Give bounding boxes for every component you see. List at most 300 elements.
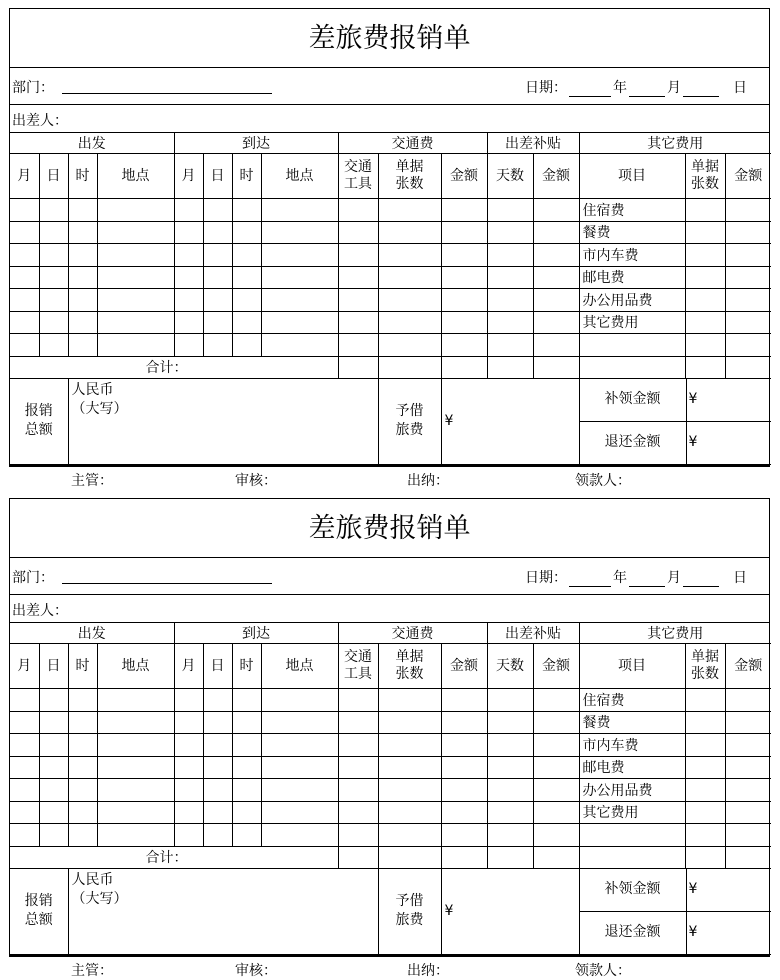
data-cell[interactable]: [441, 311, 487, 334]
data-cell[interactable]: [261, 289, 338, 312]
data-cell[interactable]: [203, 311, 232, 334]
data-cell[interactable]: [378, 779, 441, 802]
data-row: [10, 311, 771, 334]
data-cell[interactable]: [338, 779, 378, 802]
data-cell[interactable]: [533, 311, 579, 334]
data-cell[interactable]: [39, 689, 68, 712]
currency-symbol: ¥: [688, 391, 698, 407]
data-cell[interactable]: [97, 289, 174, 312]
data-cell[interactable]: [685, 199, 725, 222]
data-cell[interactable]: [338, 824, 378, 847]
total-cell[interactable]: [338, 356, 378, 378]
data-cell[interactable]: [441, 801, 487, 824]
data-cell[interactable]: [232, 266, 261, 289]
data-cell[interactable]: [533, 824, 579, 847]
traveler-label: 出差人：: [12, 603, 68, 619]
group-transport: 交通费: [338, 623, 487, 644]
day-field[interactable]: [683, 571, 719, 587]
data-cell[interactable]: [174, 756, 203, 779]
data-cell[interactable]: [725, 689, 771, 712]
data-cell[interactable]: [203, 289, 232, 312]
data-cell[interactable]: [232, 311, 261, 334]
data-cell[interactable]: [338, 311, 378, 334]
data-cell[interactable]: [39, 779, 68, 802]
data-cell[interactable]: [232, 289, 261, 312]
data-cell[interactable]: [232, 221, 261, 244]
data-cell[interactable]: [203, 244, 232, 267]
total-cell[interactable]: [725, 846, 771, 868]
group-arrive: 到达: [174, 133, 338, 154]
col-other-amount: 金额: [725, 644, 771, 689]
other-item-6: 其它费用: [579, 311, 685, 334]
data-cell[interactable]: [685, 334, 725, 357]
data-cell[interactable]: [533, 199, 579, 222]
data-cell[interactable]: [232, 734, 261, 757]
data-cell[interactable]: [261, 801, 338, 824]
data-cell[interactable]: [97, 221, 174, 244]
data-cell[interactable]: [261, 221, 338, 244]
data-cell[interactable]: [203, 689, 232, 712]
data-cell[interactable]: [68, 824, 97, 847]
total-cell[interactable]: [441, 356, 487, 378]
total-label: 合计：: [10, 846, 338, 868]
data-cell[interactable]: [232, 756, 261, 779]
data-cell[interactable]: [441, 756, 487, 779]
data-cell[interactable]: [261, 334, 338, 357]
data-cell[interactable]: [338, 756, 378, 779]
data-cell[interactable]: [232, 334, 261, 357]
data-cell[interactable]: [10, 801, 39, 824]
data-cell[interactable]: [579, 334, 685, 357]
data-cell[interactable]: [533, 221, 579, 244]
data-cell[interactable]: [174, 266, 203, 289]
dept-field[interactable]: [62, 93, 272, 94]
data-cell[interactable]: [441, 711, 487, 734]
data-cell[interactable]: [487, 266, 533, 289]
dept-field[interactable]: [62, 583, 272, 584]
cashier-label: 出纳：: [407, 962, 449, 979]
data-cell[interactable]: [68, 221, 97, 244]
data-cell[interactable]: [97, 244, 174, 267]
data-cell[interactable]: [685, 221, 725, 244]
data-cell[interactable]: [685, 756, 725, 779]
data-cell[interactable]: [203, 334, 232, 357]
col-arrive-hour: 时: [232, 154, 261, 199]
dept-date-row: [10, 68, 769, 105]
col-arrive-month: 月: [174, 644, 203, 689]
col-depart-hour: 时: [68, 644, 97, 689]
other-item-3: 市内车费: [579, 734, 685, 757]
data-cell[interactable]: [203, 756, 232, 779]
data-cell[interactable]: [68, 334, 97, 357]
data-cell[interactable]: [97, 711, 174, 734]
supplement-label: 补领金额: [580, 379, 687, 422]
data-cell[interactable]: [441, 779, 487, 802]
total-cell[interactable]: [378, 846, 441, 868]
data-cell[interactable]: [487, 801, 533, 824]
advance-amount[interactable]: [441, 378, 579, 464]
data-cell[interactable]: [39, 311, 68, 334]
data-cell[interactable]: [378, 244, 441, 267]
other-item-2: 餐费: [579, 221, 685, 244]
data-cell[interactable]: [10, 689, 39, 712]
other-item-5: 办公用品费: [579, 289, 685, 312]
other-item-4: 邮电费: [579, 266, 685, 289]
data-cell[interactable]: [174, 824, 203, 847]
form-box: [9, 8, 770, 467]
data-cell[interactable]: [232, 199, 261, 222]
data-cell[interactable]: [487, 244, 533, 267]
supervisor-label: 主管：: [71, 962, 113, 979]
data-cell[interactable]: [39, 289, 68, 312]
supplement-amount[interactable]: [686, 379, 771, 422]
data-cell[interactable]: [39, 244, 68, 267]
data-cell[interactable]: [725, 266, 771, 289]
data-cell[interactable]: [174, 289, 203, 312]
total-cell[interactable]: [533, 356, 579, 378]
data-cell[interactable]: [441, 289, 487, 312]
data-cell[interactable]: [725, 311, 771, 334]
data-cell[interactable]: [174, 779, 203, 802]
data-cell[interactable]: [441, 244, 487, 267]
data-cell[interactable]: [685, 711, 725, 734]
data-cell[interactable]: [338, 221, 378, 244]
rmb-field[interactable]: [68, 868, 378, 954]
data-cell[interactable]: [487, 199, 533, 222]
col-transport-receipts: 单据张数: [378, 644, 441, 689]
data-cell[interactable]: [97, 199, 174, 222]
data-cell[interactable]: [10, 289, 39, 312]
data-cell[interactable]: [261, 734, 338, 757]
data-cell[interactable]: [338, 244, 378, 267]
data-cell[interactable]: [174, 734, 203, 757]
data-cell[interactable]: [68, 734, 97, 757]
data-cell[interactable]: [10, 779, 39, 802]
data-cell[interactable]: [487, 824, 533, 847]
data-cell[interactable]: [378, 334, 441, 357]
data-cell[interactable]: [174, 801, 203, 824]
data-cell[interactable]: [174, 199, 203, 222]
data-cell[interactable]: [203, 199, 232, 222]
data-cell[interactable]: [533, 689, 579, 712]
data-cell[interactable]: [174, 244, 203, 267]
data-row: [10, 266, 771, 289]
data-cell[interactable]: [174, 689, 203, 712]
rmb-label: 人民币: [71, 381, 114, 398]
data-cell[interactable]: [97, 689, 174, 712]
total-cell[interactable]: [579, 846, 685, 868]
data-cell[interactable]: [725, 334, 771, 357]
total-cell[interactable]: [533, 846, 579, 868]
data-cell[interactable]: [97, 334, 174, 357]
data-cell[interactable]: [338, 801, 378, 824]
data-cell[interactable]: [338, 199, 378, 222]
data-cell[interactable]: [10, 199, 39, 222]
data-cell[interactable]: [338, 266, 378, 289]
data-cell[interactable]: [487, 221, 533, 244]
data-cell[interactable]: [97, 779, 174, 802]
data-cell[interactable]: [378, 311, 441, 334]
total-cell[interactable]: [685, 846, 725, 868]
data-cell[interactable]: [10, 311, 39, 334]
data-cell[interactable]: [68, 199, 97, 222]
data-cell[interactable]: [97, 734, 174, 757]
col-depart-hour: 时: [68, 154, 97, 199]
data-cell[interactable]: [725, 199, 771, 222]
total-cell[interactable]: [579, 356, 685, 378]
data-cell[interactable]: [533, 734, 579, 757]
day-label: 日: [733, 570, 747, 586]
data-cell[interactable]: [174, 334, 203, 357]
data-row: [10, 756, 771, 779]
day-field[interactable]: [683, 81, 719, 97]
data-cell[interactable]: [487, 734, 533, 757]
cashier-label: 出纳：: [407, 472, 449, 489]
total-cell[interactable]: [487, 356, 533, 378]
data-cell[interactable]: [261, 689, 338, 712]
data-cell[interactable]: [39, 221, 68, 244]
data-cell[interactable]: [685, 689, 725, 712]
data-cell[interactable]: [725, 756, 771, 779]
data-cell[interactable]: [68, 289, 97, 312]
data-cell[interactable]: [338, 334, 378, 357]
rmb-field[interactable]: [68, 378, 378, 464]
data-cell[interactable]: [97, 801, 174, 824]
advance-label: 予借旅费: [378, 868, 441, 954]
data-cell[interactable]: [10, 244, 39, 267]
data-cell[interactable]: [68, 711, 97, 734]
data-cell[interactable]: [261, 244, 338, 267]
data-cell[interactable]: [441, 734, 487, 757]
data-cell[interactable]: [441, 689, 487, 712]
data-cell[interactable]: [39, 334, 68, 357]
data-cell[interactable]: [39, 801, 68, 824]
data-cell[interactable]: [487, 334, 533, 357]
data-cell[interactable]: [261, 711, 338, 734]
col-other-receipts: 单据张数: [685, 644, 725, 689]
signature-row: [9, 957, 770, 979]
data-cell[interactable]: [685, 824, 725, 847]
data-cell[interactable]: [487, 311, 533, 334]
data-cell[interactable]: [39, 266, 68, 289]
data-cell[interactable]: [533, 801, 579, 824]
year-field[interactable]: [569, 571, 611, 587]
data-cell[interactable]: [68, 689, 97, 712]
total-cell[interactable]: [685, 356, 725, 378]
data-cell[interactable]: [10, 334, 39, 357]
total-cell[interactable]: [487, 846, 533, 868]
data-cell[interactable]: [487, 779, 533, 802]
data-cell[interactable]: [725, 801, 771, 824]
data-cell[interactable]: [533, 711, 579, 734]
refund-amount[interactable]: [686, 421, 771, 464]
data-cell[interactable]: [685, 244, 725, 267]
data-cell[interactable]: [685, 311, 725, 334]
data-cell[interactable]: [97, 824, 174, 847]
data-cell[interactable]: [10, 734, 39, 757]
data-cell[interactable]: [97, 311, 174, 334]
data-cell[interactable]: [378, 689, 441, 712]
data-cell[interactable]: [68, 779, 97, 802]
group-allowance: 出差补贴: [487, 623, 579, 644]
data-cell[interactable]: [441, 199, 487, 222]
data-cell[interactable]: [10, 266, 39, 289]
data-cell[interactable]: [338, 689, 378, 712]
data-cell[interactable]: [487, 756, 533, 779]
data-cell[interactable]: [232, 824, 261, 847]
data-cell[interactable]: [261, 779, 338, 802]
data-cell[interactable]: [378, 266, 441, 289]
date-field: [525, 567, 747, 587]
data-cell[interactable]: [533, 779, 579, 802]
data-cell[interactable]: [10, 221, 39, 244]
col-arrive-day: 日: [203, 154, 232, 199]
month-field[interactable]: [629, 571, 665, 587]
data-cell[interactable]: [97, 756, 174, 779]
data-cell[interactable]: [725, 734, 771, 757]
data-cell[interactable]: [378, 199, 441, 222]
settle-block: [579, 378, 771, 464]
reviewer-label: 审核：: [235, 472, 277, 489]
data-cell[interactable]: [68, 266, 97, 289]
data-cell[interactable]: [441, 221, 487, 244]
data-cell[interactable]: [725, 221, 771, 244]
total-cell[interactable]: [725, 356, 771, 378]
data-cell[interactable]: [68, 244, 97, 267]
year-field[interactable]: [569, 81, 611, 97]
data-cell[interactable]: [378, 289, 441, 312]
form-title: 差旅费报销单: [10, 499, 769, 558]
data-cell[interactable]: [39, 711, 68, 734]
data-cell[interactable]: [10, 756, 39, 779]
data-cell[interactable]: [579, 824, 685, 847]
recipient-label: 领款人：: [575, 962, 631, 979]
refund-label: 退还金额: [580, 911, 687, 954]
data-cell[interactable]: [203, 801, 232, 824]
data-row: [10, 244, 771, 267]
total-cell[interactable]: [378, 356, 441, 378]
col-other-amount: 金额: [725, 154, 771, 199]
data-cell[interactable]: [533, 244, 579, 267]
data-cell[interactable]: [338, 734, 378, 757]
data-cell[interactable]: [261, 311, 338, 334]
data-cell[interactable]: [39, 756, 68, 779]
data-cell[interactable]: [533, 289, 579, 312]
group-depart: 出发: [10, 623, 174, 644]
data-cell[interactable]: [68, 801, 97, 824]
data-cell[interactable]: [203, 711, 232, 734]
data-cell[interactable]: [378, 801, 441, 824]
supplement-label: 补领金额: [580, 869, 687, 912]
traveler-row: [10, 595, 769, 623]
data-cell[interactable]: [39, 199, 68, 222]
data-cell[interactable]: [232, 711, 261, 734]
data-cell[interactable]: [378, 734, 441, 757]
data-cell[interactable]: [487, 289, 533, 312]
data-cell[interactable]: [203, 824, 232, 847]
data-cell[interactable]: [725, 244, 771, 267]
data-cell[interactable]: [378, 221, 441, 244]
data-cell[interactable]: [685, 289, 725, 312]
data-cell[interactable]: [174, 221, 203, 244]
data-cell[interactable]: [232, 779, 261, 802]
other-item-6: 其它费用: [579, 801, 685, 824]
data-cell[interactable]: [725, 711, 771, 734]
data-cell[interactable]: [685, 734, 725, 757]
data-cell[interactable]: [441, 334, 487, 357]
total-cell[interactable]: [441, 846, 487, 868]
data-cell[interactable]: [685, 801, 725, 824]
month-field[interactable]: [629, 81, 665, 97]
data-cell[interactable]: [232, 689, 261, 712]
data-cell[interactable]: [487, 689, 533, 712]
other-item-1: 住宿费: [579, 689, 685, 712]
data-cell[interactable]: [685, 266, 725, 289]
data-cell[interactable]: [232, 801, 261, 824]
data-cell[interactable]: [203, 734, 232, 757]
data-cell[interactable]: [441, 266, 487, 289]
col-depart-place: 地点: [97, 644, 174, 689]
data-cell[interactable]: [174, 311, 203, 334]
group-arrive: 到达: [174, 623, 338, 644]
data-cell[interactable]: [685, 779, 725, 802]
data-cell[interactable]: [338, 289, 378, 312]
data-cell[interactable]: [39, 734, 68, 757]
data-cell[interactable]: [261, 266, 338, 289]
refund-label: 退还金额: [580, 421, 687, 464]
data-cell[interactable]: [487, 711, 533, 734]
advance-amount[interactable]: [441, 868, 579, 954]
data-cell[interactable]: [378, 824, 441, 847]
data-cell[interactable]: [533, 334, 579, 357]
data-cell[interactable]: [533, 756, 579, 779]
data-cell[interactable]: [533, 266, 579, 289]
col-transport-amount: 金额: [441, 154, 487, 199]
data-cell[interactable]: [203, 779, 232, 802]
data-cell[interactable]: [261, 199, 338, 222]
data-cell[interactable]: [441, 824, 487, 847]
data-cell[interactable]: [10, 824, 39, 847]
data-cell[interactable]: [338, 711, 378, 734]
col-arrive-day: 日: [203, 644, 232, 689]
data-cell[interactable]: [203, 266, 232, 289]
data-cell[interactable]: [725, 824, 771, 847]
data-cell[interactable]: [261, 756, 338, 779]
col-other-item: 项目: [579, 644, 685, 689]
data-cell[interactable]: [261, 824, 338, 847]
data-cell[interactable]: [725, 779, 771, 802]
data-cell[interactable]: [725, 289, 771, 312]
expense-form-1: [9, 8, 770, 489]
data-cell[interactable]: [97, 266, 174, 289]
col-arrive-hour: 时: [232, 644, 261, 689]
col-depart-month: 月: [10, 644, 39, 689]
data-row: [10, 199, 771, 222]
data-cell[interactable]: [68, 756, 97, 779]
data-cell[interactable]: [203, 221, 232, 244]
supplement-amount[interactable]: [686, 869, 771, 912]
data-cell[interactable]: [232, 244, 261, 267]
traveler-row: [10, 105, 769, 133]
data-cell[interactable]: [378, 756, 441, 779]
refund-amount[interactable]: [686, 911, 771, 954]
data-cell[interactable]: [39, 824, 68, 847]
data-cell[interactable]: [378, 711, 441, 734]
total-cell[interactable]: [338, 846, 378, 868]
data-cell[interactable]: [174, 711, 203, 734]
data-cell[interactable]: [10, 711, 39, 734]
data-cell[interactable]: [68, 311, 97, 334]
